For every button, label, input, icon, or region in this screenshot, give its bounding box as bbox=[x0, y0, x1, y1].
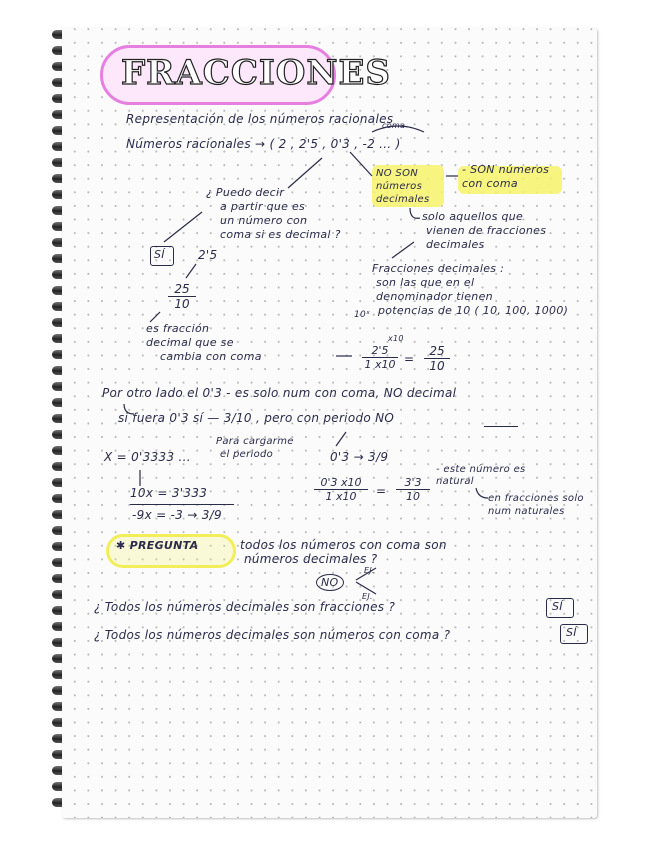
text-puedo-2: a partir que es bbox=[220, 200, 306, 213]
fraction-numerator: 25 bbox=[168, 282, 196, 297]
fraction-denominator: 1 x10 bbox=[364, 358, 396, 371]
fraction-numerator: 0'3 x10 bbox=[314, 476, 368, 490]
fraction-numerator: 25 bbox=[424, 344, 450, 359]
text-cambia-coma: cambia con coma bbox=[160, 350, 262, 363]
text-no-son: NO SON números decimales bbox=[376, 168, 430, 205]
equals-sign-2: = bbox=[376, 484, 387, 498]
text-solo-2: vienen de fracciones bbox=[426, 224, 547, 237]
text-10x: 10ˣ bbox=[354, 310, 371, 320]
text-puedo-3: un número con bbox=[220, 214, 308, 227]
text-solo-1: solo aquellos que bbox=[422, 210, 524, 223]
question-1: ¿ Todos los números decimales son fracciones ? bbox=[94, 600, 396, 614]
underline-no bbox=[484, 426, 518, 427]
text-pregunta: ✱ PREGUNTA bbox=[116, 539, 199, 552]
text-no-answer: NO bbox=[316, 574, 344, 591]
text-pregunta-1: todos los números con coma son bbox=[240, 538, 447, 552]
text-fd-4: potencias de 10 ( 10, 100, 1000) bbox=[378, 304, 569, 317]
fraction-25-10 bbox=[168, 282, 196, 311]
text-numeros-racionales: Números racionales → ( 2 , 2'5 , 0'3 , -2 ... ) bbox=[126, 137, 401, 151]
fraction-denominator: 10 bbox=[406, 490, 420, 503]
text-en-fracciones: en fracciones solo num naturales bbox=[488, 493, 584, 517]
question-2: ¿ Todos los números decimales son números con coma ? bbox=[94, 628, 451, 642]
text-x10-sup: x10 bbox=[388, 334, 404, 343]
text-fd-3: denominador tienen bbox=[376, 290, 493, 303]
text-10x: 10x = 3'333 bbox=[130, 486, 208, 500]
answer-q2: SÍ bbox=[566, 626, 577, 639]
fraction-2-5-over-1 bbox=[362, 344, 398, 371]
text-puedo-4: coma si es decimal ? bbox=[220, 228, 341, 241]
fraction-25-over-10 bbox=[424, 344, 450, 373]
fraction-numerator: 3'3 bbox=[396, 476, 430, 490]
fraction-0-3-x10 bbox=[314, 476, 368, 503]
text-si-fuera: si fuera 0'3 sí — 3/10 , pero con periodo NO bbox=[118, 411, 395, 425]
underline-calc bbox=[130, 504, 234, 505]
text-este-numero: - este número es natural bbox=[436, 464, 526, 487]
page-title: FRACCIONES bbox=[121, 53, 391, 93]
text-es-decimal: decimal que se bbox=[146, 336, 234, 349]
text-2-5: 2'5 bbox=[198, 248, 218, 262]
text-pregunta-2: números decimales ? bbox=[244, 552, 378, 566]
answer-q1: SÍ bbox=[552, 600, 563, 613]
text-son-numeros: - SON números con coma bbox=[462, 163, 550, 190]
fraction-denominator: 10 bbox=[174, 297, 190, 311]
fraction-numerator: 2'5 bbox=[362, 344, 398, 358]
text-fd-2: son las que en el bbox=[376, 276, 475, 289]
fraction-denominator: 10 bbox=[429, 359, 445, 373]
fraction-3-3-10 bbox=[396, 476, 430, 503]
text-puedo-1: ¿ Puedo decir bbox=[206, 186, 285, 199]
text-para-cargarme: Para cargarme bbox=[216, 436, 294, 447]
text-ej-1: EJ. bbox=[364, 566, 375, 575]
text-ej-2: EJ. bbox=[362, 592, 373, 601]
text-por-otro-lado: Por otro lado el 0'3 - es solo num con coma, NO decimal bbox=[102, 386, 457, 400]
text-el-periodo: el periodo bbox=[220, 449, 274, 460]
note-coma: coma bbox=[382, 121, 406, 130]
page-title-bubble bbox=[100, 45, 391, 105]
heading-representacion: Representación de los números racionales bbox=[126, 112, 394, 126]
fraction-denominator: 1 x10 bbox=[325, 490, 357, 503]
text-fracciones-decimales: Fracciones decimales : bbox=[372, 262, 505, 275]
text-x-equals: X = 0'3333 ... bbox=[104, 450, 191, 464]
text-periodo-fraccion: 0'3 → 3/9 bbox=[330, 450, 389, 464]
text-si: SÍ bbox=[154, 248, 165, 261]
text-solo-3: decimales bbox=[426, 238, 485, 251]
text-es-fraccion: es fracción bbox=[146, 322, 210, 335]
equals-sign: = bbox=[404, 352, 415, 366]
text-9x: -9x = -3 → 3/9 bbox=[132, 508, 222, 522]
